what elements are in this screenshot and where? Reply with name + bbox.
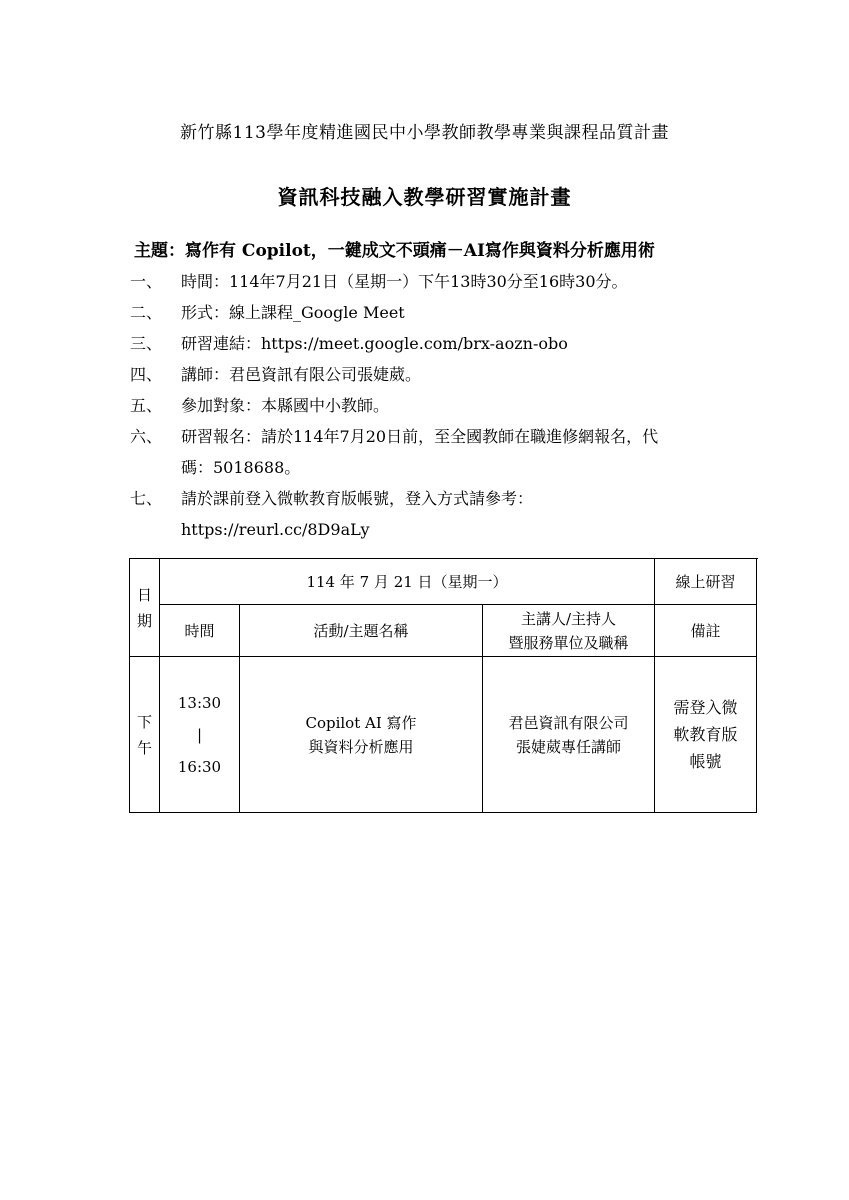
date-value-cell	[160, 559, 655, 605]
table-row	[130, 657, 757, 813]
mode-cell	[655, 559, 757, 605]
item-text: 研習連結：https://meet.google.com/brx-aozn-obo	[181, 334, 568, 353]
note-line-1: 需登入微	[673, 697, 738, 717]
plan-item-3	[130, 328, 770, 359]
registration-link[interactable]: https://reurl.cc/8D9aLy	[181, 520, 370, 539]
col-time-header	[160, 605, 240, 657]
period-cell	[130, 657, 160, 813]
date-label-cell	[130, 559, 160, 657]
note-line-3: 帳號	[689, 752, 722, 772]
note-cell	[655, 657, 757, 813]
plan-item-6-continued	[130, 452, 770, 483]
time-start: 13:30	[177, 693, 222, 712]
time-cell	[160, 657, 240, 813]
speaker-cell	[483, 657, 655, 813]
activity-line-2: 與資料分析應用	[308, 737, 414, 756]
col-time-label: 時間	[184, 621, 215, 640]
item-number: 三、	[130, 334, 163, 353]
plan-item-1	[130, 266, 770, 297]
item-text: 形式：線上課程_Google Meet	[181, 303, 405, 322]
time-end: 16:30	[177, 757, 222, 776]
activity-cell	[240, 657, 483, 813]
plan-item-2	[130, 297, 770, 328]
mode-value: 線上研習	[675, 572, 736, 591]
time-separator: |	[196, 725, 203, 744]
speaker-line-1: 君邑資訊有限公司	[508, 713, 629, 732]
item-number: 四、	[130, 365, 163, 384]
col-speaker-label-2: 暨服務單位及職稱	[508, 633, 629, 652]
period-label: 下午	[136, 712, 152, 757]
item-text: 請於課前登入微軟教育版帳號，登入方式請參考：	[181, 489, 534, 508]
plan-item-6	[130, 421, 770, 452]
document-title: 資訊科技融入教學研習實施計畫	[277, 185, 572, 209]
item-number: 五、	[130, 396, 163, 415]
item-text: 時間：114年7月21日（星期一）下午13時30分至16時30分。	[181, 272, 628, 291]
item-text-continued: 碼：5018688。	[181, 458, 301, 477]
plan-item-5	[130, 390, 770, 421]
table-row	[130, 605, 757, 657]
col-speaker-header	[483, 605, 655, 657]
table-row	[130, 559, 757, 605]
col-note-header	[655, 605, 757, 657]
item-text: 講師：君邑資訊有限公司張婕葳。	[181, 365, 422, 384]
item-text: 參加對象：本縣國中小教師。	[181, 396, 390, 415]
activity-line-1: Copilot AI 寫作	[305, 713, 417, 732]
item-number: 一、	[130, 272, 163, 291]
date-value: 114 年 7 月 21 日（星期一）	[306, 572, 508, 591]
program-header: 新竹縣113學年度精進國民中小學教師教學專業與課程品質計畫	[180, 123, 669, 143]
schedule-table	[129, 558, 757, 813]
col-activity-header	[240, 605, 483, 657]
item-number: 二、	[130, 303, 163, 322]
item-number: 六、	[130, 427, 163, 446]
col-activity-label: 活動/主題名稱	[313, 621, 409, 640]
date-label: 日期	[136, 585, 152, 630]
speaker-line-2: 張婕葳專任講師	[516, 737, 622, 756]
col-speaker-label-1: 主講人/主持人	[520, 609, 617, 628]
plan-items-list	[130, 266, 770, 545]
note-line-2: 軟教育版	[673, 724, 738, 744]
item-text: 研習報名：請於114年7月20日前，至全國教師在職進修網報名，代	[181, 427, 659, 446]
topic-line: 主題：寫作有 Copilot，一鍵成文不頭痛－AI寫作與資料分析應用術	[134, 241, 655, 261]
plan-item-7-continued	[130, 514, 770, 545]
plan-item-7	[130, 483, 770, 514]
col-note-label: 備註	[690, 621, 721, 640]
item-number: 七、	[130, 489, 163, 508]
plan-item-4	[130, 359, 770, 390]
